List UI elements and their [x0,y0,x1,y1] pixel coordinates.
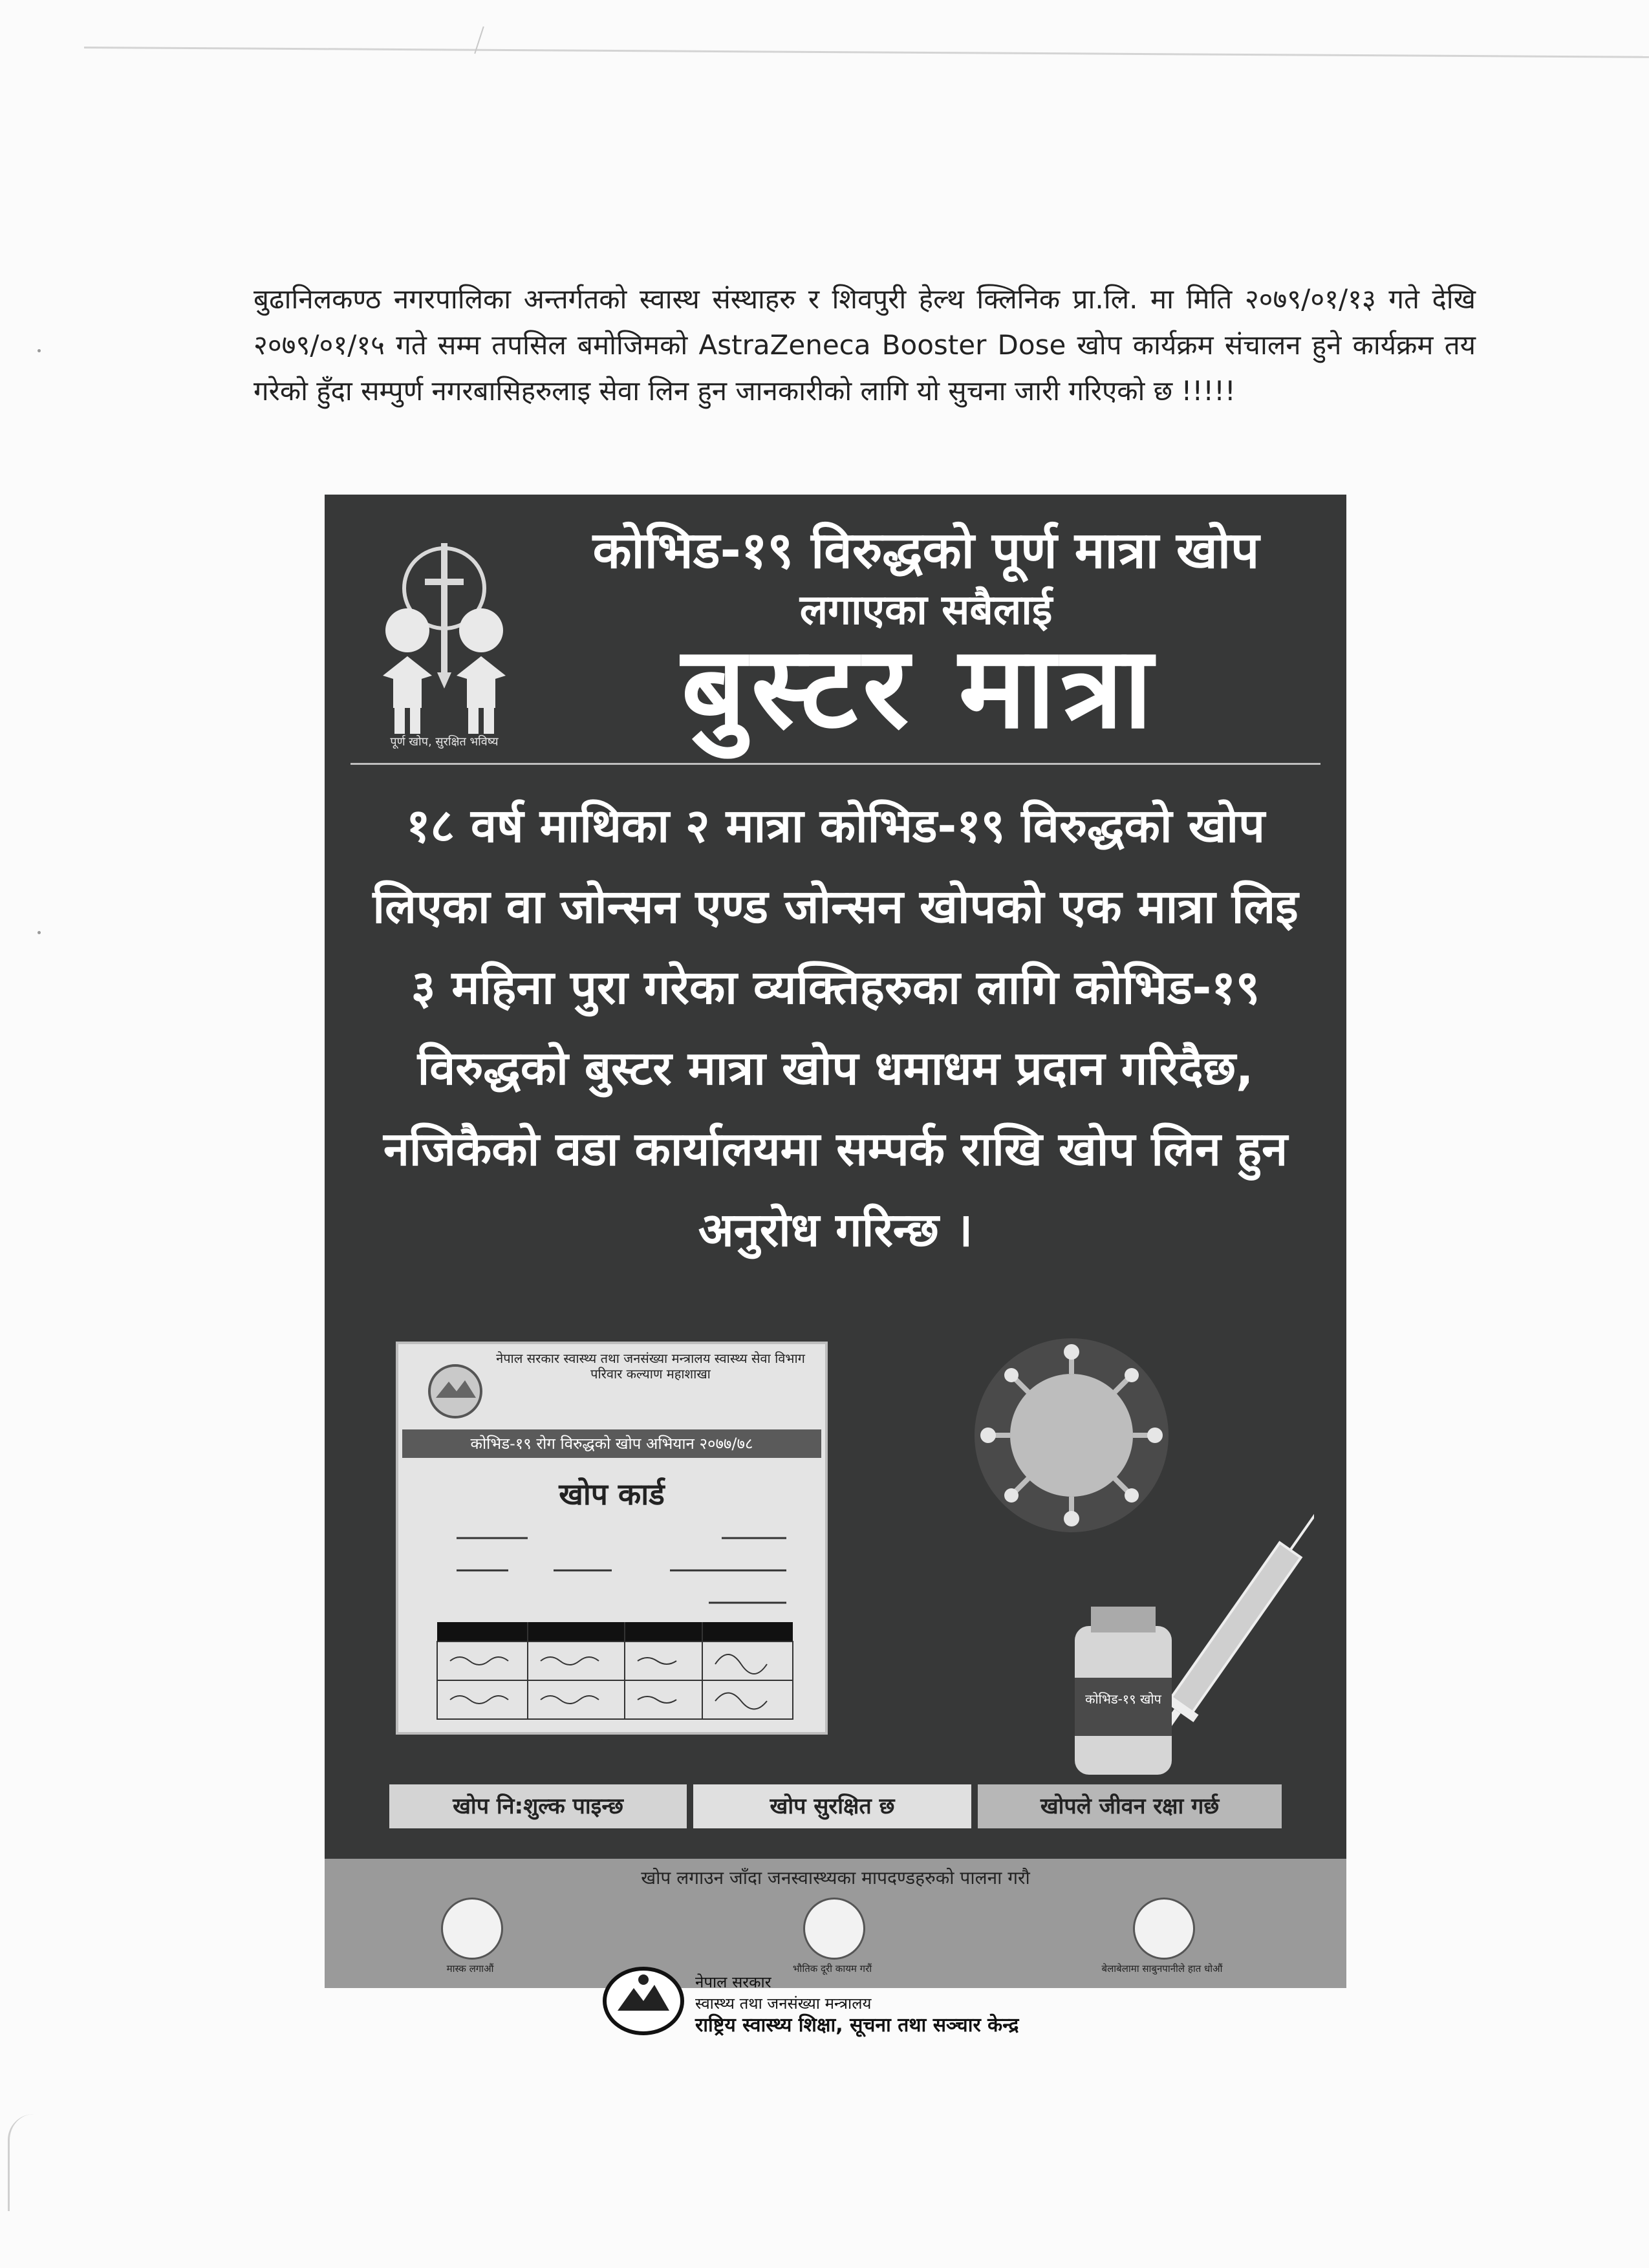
poster-title-line2: लगाएका सबैलाई [799,586,1053,634]
government-emblem-icon [601,1965,685,2037]
nepal-emblem-icon [416,1362,494,1420]
margin-dot [38,931,41,934]
card-title: खोप कार्ड [559,1477,665,1512]
poster-main-title: बुस्टर मात्रा [681,623,1158,754]
poster-title-line1: कोभिड-१९ विरुद्धको पूर्ण मात्रा खोप [592,522,1260,580]
benefit-free: खोप नि:शुल्क पाइन्छ [389,1784,687,1828]
ministry-line2: स्वास्थ्य तथा जनसंख्या मन्त्रालय [695,1995,872,2013]
caption-distance: भौतिक दूरी कायम गरौं [792,1963,872,1974]
child-immunization-logo [357,540,532,753]
ministry-line3: राष्ट्रिय स्वास्थ्य शिक्षा, सूचना तथा सञ्चार केन्द्र [695,2014,1019,2037]
card-campaign-band: कोभिड-१९ रोग विरुद्धको खोप अभियान २०७७/७८ [402,1429,821,1458]
handwash-icon [1133,1898,1195,1960]
card-header: नेपाल सरकार स्वास्थ्य तथा जनसंख्या मन्त्रालय स्वास्थ्य सेवा विभाग परिवार कल्याण महाशाखा [496,1351,805,1382]
caption-mask: मास्क लगाऔं [446,1963,494,1974]
poster-footer-strip [325,1859,1346,1988]
page-curl [8,2114,36,2211]
logo-tagline: पूर्ण खोप, सुरक्षित भविष्य [390,735,499,749]
title-divider [350,763,1320,765]
mask-icon [441,1898,503,1960]
vaccine-card-illustration [396,1342,828,1735]
notice-paragraph: बुढानिलकण्ठ नगरपालिका अन्तर्गतको स्वास्थ संस्थाहरु र शिवपुरी हेल्थ क्लिनिक प्रा.लि. मा मिति २०७९/०१/१३ गते देखि २०७९/०१/१५ गते सम्म तपसिल बमोजिमको AstraZeneca Booster Dose खोप कार्यक्रम संचालन हुने कार्यक्रम तय गरेको हुँदा सम्पुर्ण नगरबासिहरुलाइ सेवा लिन हुन जानकारीको लागि यो सुचना जारी गरिएको छ !!!!! [253,283,1476,407]
footer-note: खोप लगाउन जाँदा जनस्वास्थ्यका मापदण्डहरुको पालना गरौ [641,1867,1030,1888]
ministry-info [695,1972,1277,2036]
margin-dot [38,349,41,352]
caption-handwash: बेलाबेलामा साबुनपानीले हात धोऔं [1101,1963,1223,1974]
card-form-lines [398,1512,825,1726]
benefit-safe: खोप सुरक्षित छ [693,1784,971,1828]
scan-edge-line [84,47,1649,58]
booster-poster [325,495,1346,1859]
distance-icon [803,1898,865,1960]
poster-body-text: १८ वर्ष माथिका २ मात्रा कोभिड-१९ विरुद्धको खोप लिएका वा जोन्सन एण्ड जोन्सन खोपको एक मात्रा लिइ ३ महिना पुरा गरेका व्यक्तिहरुका लागि कोभिड-१९ विरुद्धको बुस्टर मात्रा खोप धमाधम प्रदान गरिदैछ, नजिकैको वडा कार्यालयमा सम्पर्क राखि खोप लिन हुन अनुरोध गरिन्छ । [372,798,1299,1257]
benefit-life: खोपले जीवन रक्षा गर्छ [978,1784,1282,1828]
syringe-and-vial-icon [1055,1503,1314,1813]
ministry-line1: नेपाल सरकार [695,1973,771,1991]
vial-label: कोभिड-१९ खोप [1085,1691,1161,1707]
